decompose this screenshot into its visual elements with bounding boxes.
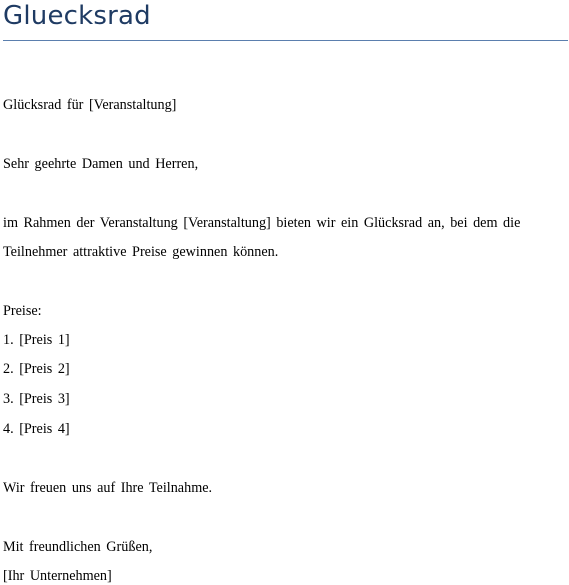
prize-item-1: 1. [Preis 1] <box>3 332 70 348</box>
title-underline-divider <box>3 40 568 41</box>
document-title: Gluecksrad <box>3 1 151 31</box>
body-line-1: im Rahmen der Veranstaltung [Veranstaltung] bieten wir ein Glücksrad an, bei dem die <box>3 215 521 231</box>
prize-item-2: 2. [Preis 2] <box>3 361 70 377</box>
body-line-2: Teilnehmer attraktive Preise gewinnen können. <box>3 244 279 260</box>
salutation: Sehr geehrte Damen und Herren, <box>3 156 199 172</box>
closing-sentence: Wir freuen uns auf Ihre Teilnahme. <box>3 480 213 496</box>
prize-item-4: 4. [Preis 4] <box>3 421 70 437</box>
prizes-heading: Preise: <box>3 303 42 319</box>
prize-item-3: 3. [Preis 3] <box>3 391 70 407</box>
sign-off: Mit freundlichen Grüßen, <box>3 539 153 555</box>
subject-line: Glücksrad für [Veranstaltung] <box>3 97 177 113</box>
company-name: [Ihr Unternehmen] <box>3 568 112 584</box>
